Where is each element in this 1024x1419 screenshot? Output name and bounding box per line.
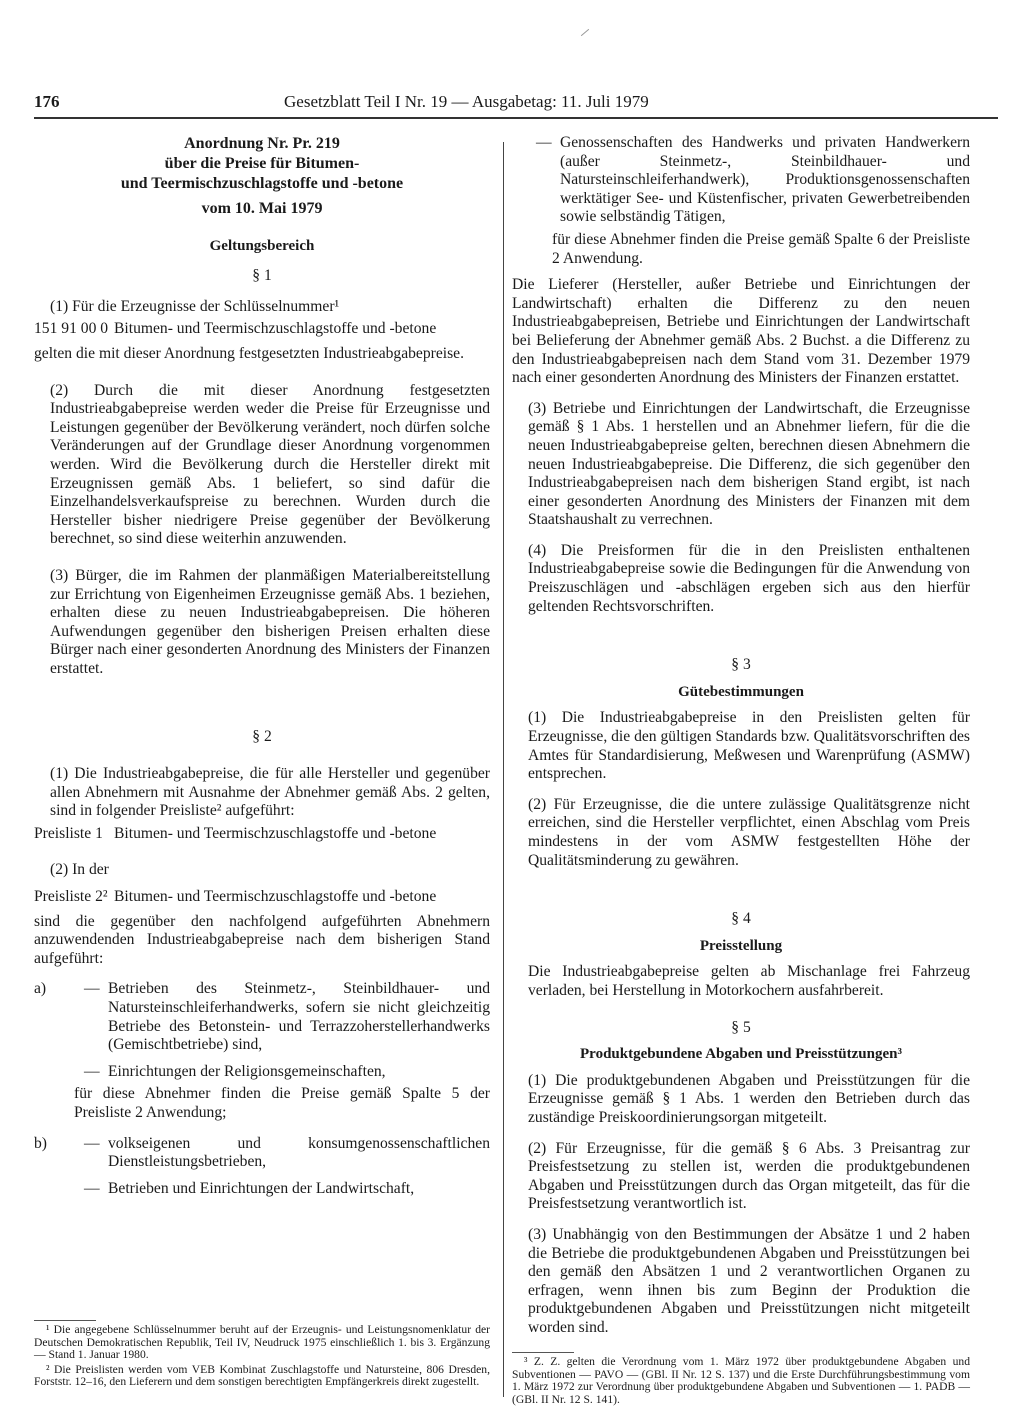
list-text-a1: Betrieben des Steinmetz-, Steinbildhauer- und Natursteinschleiferhandwerks, sofern sie nicht gleichzeitig Betriebe des Betonstein- und Terrazzoherstellerhandwerks (Gemischtbetriebe) sind, — [108, 980, 490, 1054]
s3-paragraph-1: (1) Die Industrieabgabepreise in den Preislisten gelten für Erzeugnisse, die den gültigen Standards bzw. Qualitätsvorschriften des Amtes für Standardisierung, Meßwesen und Warenprüfung (ASMW) entsprechen. — [528, 709, 970, 783]
title-line-3: und Teermischzuschlagstoffe und -betone — [120, 175, 404, 192]
s5-paragraph-3: (3) Unabhängig von den Bestimmungen der Absätze 1 und 2 haben die Betriebe die produktgebundenen Abgaben und Preisstützungen bei den gemäß den Absätzen 1 und 2 verantwortlichen Organen zu erfragen, wenn ihnen bis zum Beginn der Produktion die produktgebundenen Abgaben und Preisstützungen nicht mitgeteilt worden sind. — [528, 1225, 970, 1336]
s2-paragraph-1: (1) Die Industrieabgabepreise, die für alle Hersteller und gegenüber allen Abnehmern mit Ausnahme der Abnehmer gemäß Abs. 2 gelten, sind in folgender Preisliste² aufgeführt: — [50, 765, 490, 820]
s2-paragraph-2b: sind die gegenüber den nachfolgend aufgeführten Abnehmern anzuwendenden Industrieabgabepreise nach dem bisherigen Stand aufgeführt: — [34, 912, 490, 967]
s4-paragraph: Die Industrieabgabepreise gelten ab Mischanlage frei Fahrzeug verladen, bei Herstellung in Motorkochern ausfahrbereit. — [528, 963, 970, 999]
footnote-rule-right — [512, 1352, 574, 1353]
s1-code: 151 91 00 0 — [34, 320, 109, 338]
list-item-b1 — [34, 1135, 490, 1172]
list-text-b3: Genossenschaften des Handwerks und privaten Handwerkern (außer Steinmetz-, Steinbildhauer- und Natursteinschleiferhandwerk), Produktionsgenossenschaften werktätiger See- und Küstenfischer, privaten Gewerbetreibenden sowie selbständig Tätigen, — [560, 134, 970, 226]
s1-paragraph-1: (1) Für die Erzeugnisse der Schlüsselnummer¹ — [50, 297, 340, 315]
list-dash: — — [536, 134, 552, 151]
section-3-mark: § 3 — [731, 656, 751, 674]
footnote-3: ³ Z. Z. gelten die Verordnung vom 1. März 1972 über produktgebundene Abgaben und Subventionen — PAVO — (GBl. II Nr. 12 S. 137) und die Erste Durchführungsbestimmung vom 1. März 1972 zur Verordnung über produktgebundene Abgaben und Subventionen — 1. PADB — (GBl. II Nr. 12 S. 141). — [512, 1355, 970, 1406]
list-text-b1: volkseigenen und konsumgenossenschaftlichen Dienstleistungsbetrieben, — [108, 1134, 490, 1171]
footnote-2: ² Die Preislisten werden vom VEB Kombinat Zuschlagstoffe und Natursteine, 806 Dresden, Forststr. 12–16, den Lieferern und dem sonstigen berechtigten Empfängerkreis direkt zugestellt. — [34, 1362, 490, 1389]
pricelist-2-label: Preisliste 2² — [34, 888, 108, 906]
s1-paragraph-2: (2) Durch die mit dieser Anordnung festgesetzten Industrieabgabepreise werden weder die Preise für Erzeugnisse und Leistungen gegenüber der Bevölkerung verändert, noch dürfen solche Veränderungen auf der Grundlage dieser Anordnung vorgenommen werden. Wird die Bevölkerung durch die Hersteller direkt mit Erzeugnissen gemäß Abs. 1 beliefert, so sind dafür die Einzelhandelsverkaufspreise zu berechnen. Wurden durch die Hersteller bisher niedrigere Preise gegenüber der Bevölkerung berechnet, so sind diese weiterhin anzuwenden. — [50, 381, 490, 548]
column-divider — [503, 142, 504, 1397]
s1-code-text: Bitumen- und Teermischzuschlagstoffe und -betone — [114, 320, 437, 338]
section-5-mark: § 5 — [731, 1018, 751, 1036]
s2-paragraph-4: (4) Die Preisformen für die in den Preislisten enthaltenen Industrieabgabepreise sowie die Bedingungen für die Anwendung von Preiszuschlägen und -abschlägen ergeben sich aus den hierfür geltenden Rechtsvorschriften. — [528, 541, 970, 615]
right-column — [512, 134, 970, 1337]
paragraph-lieferer: Die Lieferer (Hersteller, außer Betriebe und Einrichtungen der Landwirtschaft) erhalten die Differenz zu den neuen Industrieabgabepreisen, Betriebe und Einrichtungen der Landwirtschaft bei Belieferung der Abnehmer gemäß Abs. 2 Buchst. a die Differenz zu den Industrieabgabepreisen nach dem Stand vom 31. Dezember 1979 nach einer gesonderten Anordnung des Ministers der Finanzen erstattet. — [512, 276, 970, 387]
heading-levies: Produktgebundene Abgaben und Preisstützungen³ — [580, 1046, 902, 1063]
list-dash: — — [84, 1179, 100, 1197]
footnote-1: ¹ Die angegebene Schlüsselnummer beruht auf der Erzeugnis- und Leistungsnomenklatur der Deutschen Demokratischen Republik, Teil IV, Neudruck 1975 einschließlich 1. bis 3. Ergänzung — Stand 1. Januar 1980. — [34, 1323, 490, 1362]
s3-paragraph-2: (2) Für Erzeugnisse, die die untere zulässige Qualitätsgrenze nicht erreichen, sind die Hersteller verpflichtet, einen Abschlag vom Preis mindestens in der vom ASMW festgestellten Höhe der Qualitätsminderung zu gewähren. — [528, 795, 970, 869]
footnotes-right — [512, 1356, 970, 1408]
s5-paragraph-2: (2) Für Erzeugnisse, für die gemäß § 6 Abs. 3 Preisantrag zur Preisfestsetzung zu stellen ist, werden die produktgebundenen Abgaben und Preisstützungen durch das Organ mitgeteilt, das für die Preisfestsetzung verantwortlich ist. — [528, 1139, 970, 1213]
list-text-b2: Betrieben und Einrichtungen der Landwirtschaft, — [108, 1179, 415, 1197]
list-text-a2: Einrichtungen der Religionsgemeinschaften, — [108, 1062, 386, 1080]
s1-paragraph-1b: gelten die mit dieser Anordnung festgesetzten Industrieabgabepreise. — [34, 344, 464, 362]
pricelist-2-row — [34, 888, 490, 907]
title-date: vom 10. Mai 1979 — [201, 200, 323, 217]
section-2-mark: § 2 — [252, 728, 272, 746]
list-marker-b: b) — [34, 1134, 47, 1152]
section-1-mark: § 1 — [252, 267, 272, 285]
s2-paragraph-2: (2) In der — [50, 861, 109, 879]
s1-paragraph-3: (3) Bürger, die im Rahmen der planmäßigen Materialbereitstellung zur Errichtung von Eigenheimen Erzeugnisse gemäß Abs. 1 beziehen, erhalten diese zu neuen Industrieabgabepreisen. Die höheren Aufwendungen gegenüber den bisherigen Preisen erhalten diese Bürger nach einer gesonderten Anordnung des Ministers der Finanzen erstattet. — [50, 566, 490, 677]
scan-mark — [581, 29, 589, 36]
footnotes-left — [34, 1324, 490, 1391]
heading-pricing: Preisstellung — [699, 937, 783, 954]
page-number: 176 — [34, 92, 60, 111]
list-dash: — — [84, 980, 100, 998]
title-line-1: Anordnung Nr. Pr. 219 — [184, 135, 340, 152]
heading-scope: Geltungsbereich — [209, 237, 315, 254]
running-title: Gesetzblatt Teil I Nr. 19 — Ausgabetag: 11. Juli 1979 — [284, 92, 649, 111]
s1-code-row — [34, 320, 490, 339]
list-item-a1 — [34, 980, 490, 1054]
page-header — [34, 92, 994, 114]
pricelist-1-row — [34, 825, 490, 844]
list-marker-a: a) — [34, 980, 47, 998]
list-note-a: für diese Abnehmer finden die Preise gemäß Spalte 5 der Preisliste 2 Anwendung; — [74, 1085, 490, 1121]
footnote-rule-left — [34, 1320, 96, 1321]
s5-paragraph-1: (1) Die produktgebundenen Abgaben und Preisstützungen für die Erzeugnisse gemäß § 1 Abs. 1 werden den Betrieben durch das zuständige Preiskoordinierungsorgan mitgeteilt. — [528, 1071, 970, 1126]
list-note-b: für diese Abnehmer finden die Preise gemäß Spalte 6 der Preisliste 2 Anwendung. — [552, 230, 970, 267]
list-dash: — — [84, 1062, 100, 1080]
s2-paragraph-3: (3) Betriebe und Einrichtungen der Landwirtschaft, die Erzeugnisse gemäß § 1 Abs. 1 herstellen und an Abnehmer liefern, für die die neuen Industrieabgabepreise gelten, berechnen diesen Abnehmern die neuen Industrieabgabepreise. Die Differenz, die sich gegenüber den Industrieabgabepreisen nach dem bisherigen Stand ergibt, ist nach einer gesonderten Anordnung des Ministers der Finanzen mit dem Staatshaushalt zu verrechnen. — [528, 399, 970, 529]
left-column — [34, 134, 490, 1198]
pricelist-1-text: Bitumen- und Teermischzuschlagstoffe und -betone — [114, 824, 437, 842]
header-rule — [34, 117, 998, 119]
pricelist-2-text: Bitumen- und Teermischzuschlagstoffe und -betone — [114, 888, 437, 906]
list-dash: — — [84, 1134, 100, 1152]
section-4-mark: § 4 — [731, 910, 751, 928]
pricelist-1-label: Preisliste 1 — [34, 824, 103, 842]
list-item-b3 — [512, 134, 970, 227]
list-item-b2 — [34, 1180, 490, 1199]
title-line-2: über die Preise für Bitumen- — [164, 155, 360, 172]
heading-quality: Gütebestimmungen — [678, 683, 804, 700]
list-item-a2 — [34, 1063, 490, 1082]
